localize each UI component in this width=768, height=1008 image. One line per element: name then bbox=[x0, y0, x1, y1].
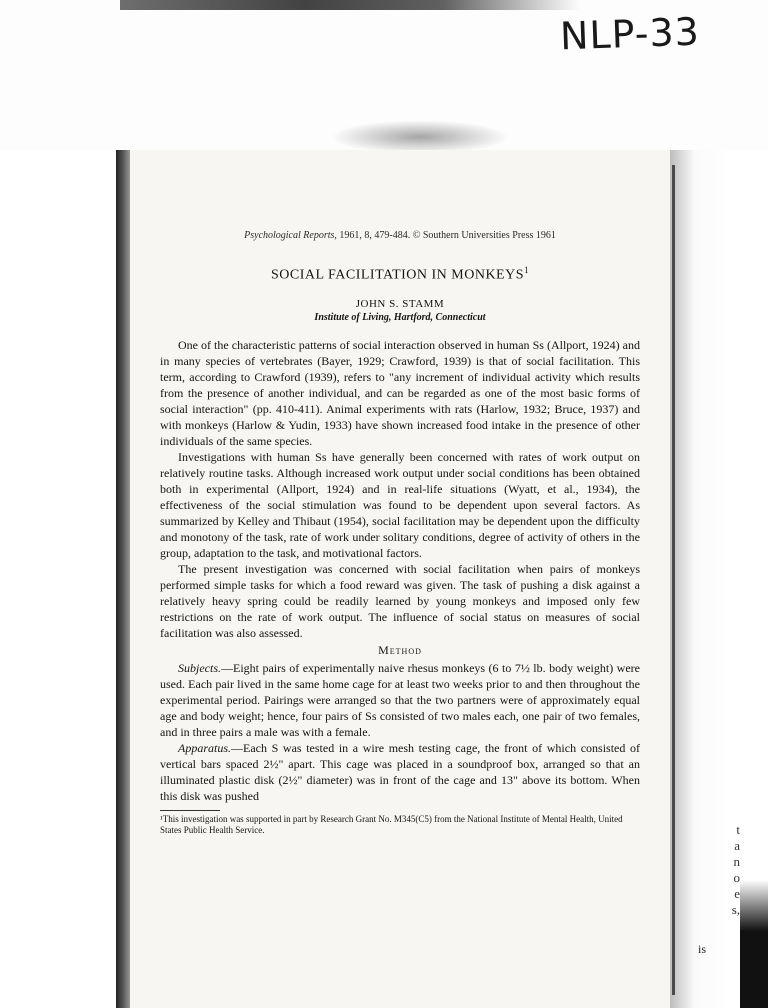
book-spine-shadow bbox=[116, 150, 130, 1008]
title-footnote-marker: 1 bbox=[524, 265, 530, 275]
title-text: SOCIAL FACILITATION IN MONKEYS bbox=[270, 267, 525, 283]
scan-artifact bbox=[330, 120, 510, 154]
margin-letter: n bbox=[733, 854, 740, 869]
handwritten-annotation: NLP-33 bbox=[559, 9, 701, 59]
journal-header bbox=[160, 230, 640, 241]
scan-artifact bbox=[740, 880, 768, 1008]
scan-margin bbox=[0, 150, 116, 1008]
scan-artifact bbox=[120, 0, 580, 10]
journal-name: Psychological Reports, bbox=[244, 230, 337, 241]
author-name: JOHN S. STAMM bbox=[355, 297, 445, 310]
author-affiliation: Institute of Living, Hartford, Connecticut bbox=[314, 311, 486, 323]
apparatus-text: —Each S was tested in a wire mesh testing cage, the front of which consisted of vertical bars spaced 2½" apart. This cage was placed in a soundproof box, arranged so that an illuminated plastic disk (2½" diameter) was in front of the cage and 13" above its bottom. When this disk was pushed bbox=[160, 740, 640, 803]
paragraph-subjects bbox=[160, 660, 640, 740]
margin-letter: e bbox=[734, 886, 740, 901]
journal-citation: 1961, 8, 479-484. © Southern Universities Press 1961 bbox=[336, 230, 556, 241]
page-edge-line bbox=[672, 165, 675, 995]
paragraph-apparatus bbox=[160, 740, 640, 804]
margin-letter: o bbox=[733, 870, 740, 885]
margin-letter: s, bbox=[731, 902, 740, 917]
apparatus-label: Apparatus. bbox=[178, 740, 232, 755]
paragraph-present-study: The present investigation was concerned with social facilitation when pairs of monkeys performed simple tasks for which a food reward was given. The task of pushing a disk against a relatively heavy spring could be readily learned by young monkeys and imposed only few restrictions on the rate of work output. The influence of social status on measures of social facilitation was also assessed. bbox=[160, 561, 640, 640]
subjects-text: —Eight pairs of experimentally naive rhesus monkeys (6 to 7½ lb. body weight) were used. Each pair lived in the same home cage for at least two weeks prior to and then throughout the experimental period. Pairings were arranged so that the two partners were of approximately equal age and body weight; hence, four pairs of Ss consisted of two males each, one pair of two females, and in three pairs a male was with a female. bbox=[160, 660, 640, 739]
footnote-rule bbox=[160, 810, 220, 811]
margin-letter: a bbox=[734, 838, 740, 853]
paragraph-intro: One of the characteristic patterns of social interaction observed in human Ss (Allport, 1924) and in many species of vertebrates (Bayer, 1929; Crawford, 1939) is that of social facilitation. This term, according to Crawford (1939), refers to "any increment of individual activity which results from the presence of another individual, and can be regarded as one of the most basic forms of social interaction" (pp. 410-411). Animal experiments with rats (Harlow, 1932; Bruce, 1937) and with monkeys (Harlow & Yudin, 1933) have shown increased food intake in the presence of other individuals of the same species. bbox=[160, 337, 640, 448]
article-content bbox=[160, 230, 640, 836]
article-title bbox=[160, 265, 640, 284]
margin-letter: t bbox=[736, 822, 740, 837]
subjects-label: Subjects. bbox=[178, 660, 221, 675]
section-heading-method: Method bbox=[378, 642, 422, 657]
page-number-fragment: is bbox=[698, 942, 707, 956]
footnote: ¹This investigation was supported in part by Research Grant No. M345(C5) from the National Institute of Mental Health, United States Public Health Service. bbox=[160, 813, 623, 835]
paragraph-investigations: Investigations with human Ss have generally been concerned with rates of work output on relatively routine tasks. Although increased work output under social conditions has been obtained both in experimental (Allport, 1924) and in real-life situations (Wyatt, et al., 1934), the effectiveness of the social stimulation was found to be dependent upon several factors. As summarized by Kelley and Thibaut (1954), social facilitation may be dependent upon the difficulty and monotony of the task, rate of work under solitary conditions, degree of activity of others in the group, adaptation to the task, and motivational factors. bbox=[160, 449, 640, 560]
